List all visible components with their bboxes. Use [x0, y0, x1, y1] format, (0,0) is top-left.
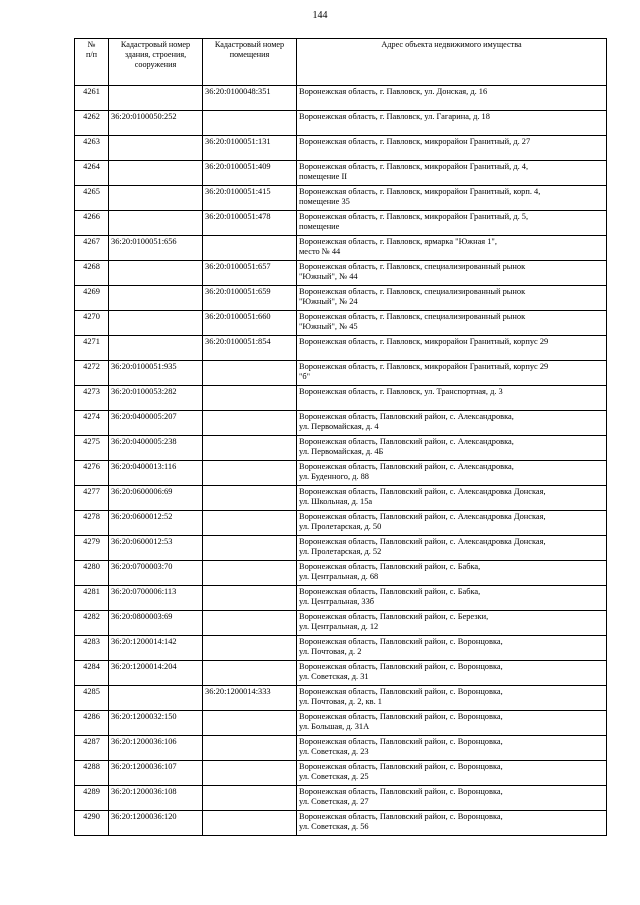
building-cadastral-cell: 36:20:0400005:207	[109, 411, 203, 436]
address-cell: Воронежская область, Павловский район, с. Воронцовка, ул. Большая, д. 31А	[297, 711, 607, 736]
premises-cadastral-cell: 36:20:0100051:415	[203, 186, 297, 211]
row-number: 4287	[75, 736, 109, 761]
address-cell: Воронежская область, г. Павловск, микрорайон Гранитный, д. 27	[297, 136, 607, 161]
premises-cadastral-cell	[203, 111, 297, 136]
address-cell: Воронежская область, г. Павловск, микрорайон Гранитный, корпус 29 "б"	[297, 361, 607, 386]
building-cadastral-cell	[109, 186, 203, 211]
table-row	[75, 786, 607, 811]
address-cell: Воронежская область, Павловский район, с. Воронцовка, ул. Советская, д. 23	[297, 736, 607, 761]
table-row	[75, 111, 607, 136]
table-row	[75, 336, 607, 361]
table-row	[75, 561, 607, 586]
address-cell: Воронежская область, г. Павловск, ул. Донская, д. 16	[297, 86, 607, 111]
building-cadastral-cell: 36:20:1200014:204	[109, 661, 203, 686]
building-cadastral-cell	[109, 311, 203, 336]
row-number: 4282	[75, 611, 109, 636]
premises-cadastral-cell	[203, 436, 297, 461]
header-number: № п/п	[75, 39, 109, 86]
address-cell: Воронежская область, Павловский район, с. Александровка Донская, ул. Пролетарская, д. 52	[297, 536, 607, 561]
premises-cadastral-cell	[203, 761, 297, 786]
address-cell: Воронежская область, Павловский район, с. Воронцовка, ул. Советская, д. 27	[297, 786, 607, 811]
row-number: 4289	[75, 786, 109, 811]
row-number: 4284	[75, 661, 109, 686]
address-cell: Воронежская область, Павловский район, с. Бабка, ул. Центральная, 33б	[297, 586, 607, 611]
premises-cadastral-cell: 36:20:0100051:409	[203, 161, 297, 186]
table-row	[75, 86, 607, 111]
address-cell: Воронежская область, Павловский район, с. Бабка, ул. Центральная, д. 68	[297, 561, 607, 586]
address-cell: Воронежская область, Павловский район, с. Воронцовка, ул. Советская, д. 31	[297, 661, 607, 686]
premises-cadastral-cell	[203, 611, 297, 636]
address-cell: Воронежская область, Павловский район, с. Воронцовка, ул. Советская, д. 25	[297, 761, 607, 786]
table-row	[75, 536, 607, 561]
header-building-cadastral: Кадастровый номер здания, строения, сооружения	[109, 39, 203, 86]
building-cadastral-cell: 36:20:0400005:238	[109, 436, 203, 461]
premises-cadastral-cell: 36:20:0100048:351	[203, 86, 297, 111]
table-row	[75, 411, 607, 436]
building-cadastral-cell: 36:20:1200036:108	[109, 786, 203, 811]
table-body	[75, 86, 607, 836]
building-cadastral-cell	[109, 136, 203, 161]
table-row	[75, 286, 607, 311]
address-cell: Воронежская область, Павловский район, с. Воронцовка, ул. Почтовая, д. 2, кв. 1	[297, 686, 607, 711]
row-number: 4265	[75, 186, 109, 211]
building-cadastral-cell: 36:20:0100050:252	[109, 111, 203, 136]
building-cadastral-cell	[109, 261, 203, 286]
premises-cadastral-cell	[203, 236, 297, 261]
address-cell: Воронежская область, Павловский район, с. Александровка Донская, ул. Школьная, д. 15а	[297, 486, 607, 511]
building-cadastral-cell: 36:20:0600012:52	[109, 511, 203, 536]
address-cell: Воронежская область, Павловский район, с. Воронцовка, ул. Почтовая, д. 2	[297, 636, 607, 661]
table-row	[75, 811, 607, 836]
row-number: 4267	[75, 236, 109, 261]
row-number: 4276	[75, 461, 109, 486]
row-number: 4278	[75, 511, 109, 536]
building-cadastral-cell: 36:20:0100051:935	[109, 361, 203, 386]
row-number: 4281	[75, 586, 109, 611]
table-row	[75, 461, 607, 486]
table-row	[75, 236, 607, 261]
address-cell: Воронежская область, г. Павловск, микрорайон Гранитный, корпус 29	[297, 336, 607, 361]
premises-cadastral-cell	[203, 361, 297, 386]
header-address: Адрес объекта недвижимого имущества	[297, 39, 607, 86]
address-cell: Воронежская область, г. Павловск, ул. Транспортная, д. 3	[297, 386, 607, 411]
premises-cadastral-cell	[203, 736, 297, 761]
header-row	[75, 39, 607, 86]
table-row	[75, 586, 607, 611]
table-row	[75, 511, 607, 536]
building-cadastral-cell: 36:20:0100051:656	[109, 236, 203, 261]
row-number: 4279	[75, 536, 109, 561]
table-row	[75, 161, 607, 186]
building-cadastral-cell: 36:20:0700006:113	[109, 586, 203, 611]
address-cell: Воронежская область, Павловский район, с. Александровка, ул. Буденного, д. 88	[297, 461, 607, 486]
table-row	[75, 311, 607, 336]
building-cadastral-cell: 36:20:1200014:142	[109, 636, 203, 661]
premises-cadastral-cell: 36:20:0100051:131	[203, 136, 297, 161]
premises-cadastral-cell	[203, 511, 297, 536]
row-number: 4261	[75, 86, 109, 111]
building-cadastral-cell: 36:20:0600006:69	[109, 486, 203, 511]
premises-cadastral-cell	[203, 486, 297, 511]
table-row	[75, 611, 607, 636]
row-number: 4288	[75, 761, 109, 786]
row-number: 4280	[75, 561, 109, 586]
address-cell: Воронежская область, г. Павловск, специализированный рынок "Южный", № 45	[297, 311, 607, 336]
page-number: 144	[312, 10, 328, 21]
building-cadastral-cell	[109, 86, 203, 111]
building-cadastral-cell: 36:20:0800003:69	[109, 611, 203, 636]
premises-cadastral-cell: 36:20:0100051:854	[203, 336, 297, 361]
premises-cadastral-cell	[203, 536, 297, 561]
premises-cadastral-cell	[203, 561, 297, 586]
row-number: 4275	[75, 436, 109, 461]
building-cadastral-cell: 36:20:1200036:107	[109, 761, 203, 786]
table-row	[75, 761, 607, 786]
table-row	[75, 361, 607, 386]
address-cell: Воронежская область, Павловский район, с. Александровка, ул. Первомайская, д. 4Б	[297, 436, 607, 461]
premises-cadastral-cell	[203, 661, 297, 686]
building-cadastral-cell	[109, 336, 203, 361]
table-row	[75, 136, 607, 161]
premises-cadastral-cell	[203, 461, 297, 486]
premises-cadastral-cell	[203, 586, 297, 611]
row-number: 4285	[75, 686, 109, 711]
address-cell: Воронежская область, г. Павловск, микрорайон Гранитный, д. 4, помещение II	[297, 161, 607, 186]
premises-cadastral-cell: 36:20:0100051:660	[203, 311, 297, 336]
table-row	[75, 736, 607, 761]
premises-cadastral-cell: 36:20:0100051:657	[203, 261, 297, 286]
row-number: 4264	[75, 161, 109, 186]
table-row	[75, 386, 607, 411]
premises-cadastral-cell: 36:20:0100051:478	[203, 211, 297, 236]
address-cell: Воронежская область, Павловский район, с. Воронцовка, ул. Советская, д. 56	[297, 811, 607, 836]
table-row	[75, 661, 607, 686]
premises-cadastral-cell	[203, 786, 297, 811]
row-number: 4266	[75, 211, 109, 236]
table-row	[75, 686, 607, 711]
table-row	[75, 186, 607, 211]
row-number: 4262	[75, 111, 109, 136]
row-number: 4271	[75, 336, 109, 361]
building-cadastral-cell	[109, 211, 203, 236]
row-number: 4286	[75, 711, 109, 736]
building-cadastral-cell: 36:20:1200032:150	[109, 711, 203, 736]
building-cadastral-cell: 36:20:0600012:53	[109, 536, 203, 561]
address-cell: Воронежская область, г. Павловск, ул. Гагарина, д. 18	[297, 111, 607, 136]
building-cadastral-cell: 36:20:1200036:120	[109, 811, 203, 836]
address-cell: Воронежская область, г. Павловск, специализированный рынок "Южный", № 44	[297, 261, 607, 286]
address-cell: Воронежская область, г. Павловск, специализированный рынок "Южный", № 24	[297, 286, 607, 311]
row-number: 4270	[75, 311, 109, 336]
premises-cadastral-cell	[203, 711, 297, 736]
table-row	[75, 436, 607, 461]
building-cadastral-cell: 36:20:0700003:70	[109, 561, 203, 586]
premises-cadastral-cell: 36:20:0100051:659	[203, 286, 297, 311]
row-number: 4283	[75, 636, 109, 661]
building-cadastral-cell	[109, 161, 203, 186]
address-cell: Воронежская область, г. Павловск, микрорайон Гранитный, д. 5, помещение	[297, 211, 607, 236]
building-cadastral-cell	[109, 686, 203, 711]
table-row	[75, 261, 607, 286]
address-cell: Воронежская область, Павловский район, с. Александровка, ул. Первомайская, д. 4	[297, 411, 607, 436]
building-cadastral-cell	[109, 286, 203, 311]
premises-cadastral-cell	[203, 636, 297, 661]
building-cadastral-cell: 36:20:0400013:116	[109, 461, 203, 486]
address-cell: Воронежская область, Павловский район, с. Александровка Донская, ул. Пролетарская, д. 50	[297, 511, 607, 536]
table-row	[75, 636, 607, 661]
row-number: 4277	[75, 486, 109, 511]
header-premises-cadastral: Кадастровый номер помещения	[203, 39, 297, 86]
property-register-table	[74, 38, 607, 836]
premises-cadastral-cell	[203, 411, 297, 436]
row-number: 4272	[75, 361, 109, 386]
row-number: 4290	[75, 811, 109, 836]
address-cell: Воронежская область, г. Павловск, микрорайон Гранитный, корп. 4, помещение 35	[297, 186, 607, 211]
table-row	[75, 486, 607, 511]
row-number: 4263	[75, 136, 109, 161]
table-header	[75, 39, 607, 86]
address-cell: Воронежская область, г. Павловск, ярмарка "Южная 1", место № 44	[297, 236, 607, 261]
building-cadastral-cell: 36:20:0100053:282	[109, 386, 203, 411]
premises-cadastral-cell	[203, 386, 297, 411]
row-number: 4274	[75, 411, 109, 436]
building-cadastral-cell: 36:20:1200036:106	[109, 736, 203, 761]
table-row	[75, 711, 607, 736]
table-row	[75, 211, 607, 236]
row-number: 4269	[75, 286, 109, 311]
row-number: 4273	[75, 386, 109, 411]
row-number: 4268	[75, 261, 109, 286]
premises-cadastral-cell: 36:20:1200014:333	[203, 686, 297, 711]
address-cell: Воронежская область, Павловский район, с. Березки, ул. Центральная, д. 12	[297, 611, 607, 636]
premises-cadastral-cell	[203, 811, 297, 836]
